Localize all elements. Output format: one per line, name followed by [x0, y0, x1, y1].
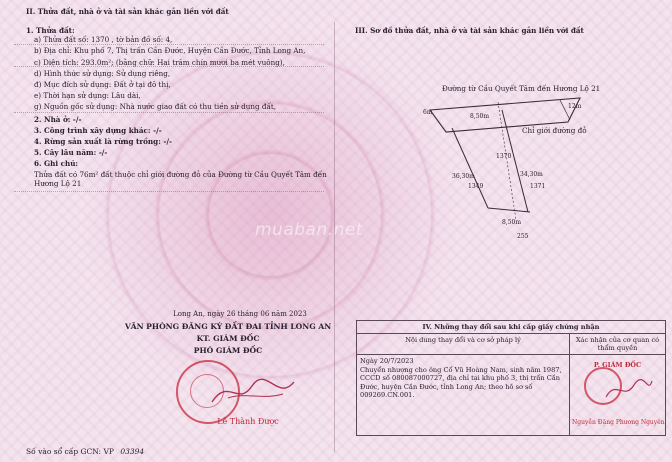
register-number [26, 447, 144, 456]
construction-line: 3. Công trình xây dựng khác: -/- [34, 126, 162, 135]
parcel-number: 255 [517, 233, 529, 240]
changes-title: IV. Những thay đổi sau khi cấp giấy chứng nhận [357, 321, 665, 334]
change-content: Ngày 20/7/2023 Chuyển nhượng cho ông Cổ Vũ Hoàng Nam, sinh năm 1987, CCCD số 080087000727, địa chỉ tại khu phố 3, thị trấn Cần Đước, huyện Cần Đước, tỉnh Long An; theo hồ sơ số 009269.CN.001. [357, 355, 570, 435]
note-text: Thửa đất có 76m² đất thuộc chỉ giới đường đỏ của Đường từ Cầu Quyết Tâm đến Hương Lộ 21 [34, 170, 327, 188]
deputy-director: PHÓ GIÁM ĐỐC [193, 346, 263, 355]
kt-director: KT. GIÁM ĐỐC [196, 334, 260, 343]
dotted-rule [14, 112, 324, 113]
confirm-role: P. GIÁM ĐỐC [593, 361, 642, 369]
perennial-line: 5. Cây lâu năm: -/- [34, 148, 108, 157]
parcel-number: 1349 [468, 183, 484, 190]
road-label: Đường từ Cầu Quyết Tâm đến Hương Lộ 21 [442, 84, 601, 93]
watermark: muaban.net [255, 220, 364, 240]
parcel-number: 1371 [530, 183, 546, 190]
parcel-heading: 1. Thửa đất: [26, 26, 75, 35]
register-label: Số vào sổ cấp GCN: VP [26, 447, 114, 456]
changes-table [356, 320, 666, 436]
note-heading: 6. Ghi chú: [34, 159, 79, 168]
signer-name: Lê Thành Được [217, 417, 279, 426]
issue-date: Long An, ngày 26 tháng 06 năm 2023 [173, 310, 307, 318]
parcel-item: e) Thời hạn sử dụng: Lâu dài, [34, 91, 141, 100]
parcel-item: b) Địa chỉ: Khu phố 7, Thị trấn Cần Đước, Huyện Cần Đước, Tỉnh Long An, [34, 46, 306, 55]
change-confirmation [570, 355, 665, 435]
house-line: 2. Nhà ở: -/- [34, 115, 82, 124]
parcel-item: a) Thửa đất số: 1370 , tờ bản đồ số: 4, [34, 35, 173, 44]
parcel-item: g) Nguồn gốc sử dụng: Nhà nước giao đất có thu tiền sử dụng đất, [34, 102, 277, 111]
dotted-rule [14, 66, 324, 67]
dimension-label: 8,50m [470, 113, 490, 120]
col-content-header: Nội dung thay đổi và cơ sở pháp lý [357, 334, 570, 354]
dotted-rule [14, 44, 324, 45]
dimension-label: 6m [423, 109, 433, 116]
dimension-label: 8,50m [502, 219, 522, 226]
dimension-label: 36,30m [452, 173, 475, 180]
parcel-item: c) Diện tích: 293.0m²; (bằng chữ: Hai trăm chín mươi ba mét vuông), [34, 58, 285, 67]
dotted-rule [14, 191, 324, 192]
parcel-item: d) Hình thức sử dụng: Sử dụng riêng, [34, 69, 171, 78]
signature [208, 372, 298, 412]
dimension-label: 12m [568, 103, 582, 110]
red-line-label: Chỉ giới đường đỏ [522, 126, 587, 135]
issuing-office: VĂN PHÒNG ĐĂNG KÝ ĐẤT ĐAI TỈNH LONG AN [124, 322, 332, 331]
dimension-label: 34,30m [520, 171, 543, 178]
section3-title: III. Sơ đồ thửa đất, nhà ở và tài sản khác gắn liền với đất [355, 26, 584, 35]
confirm-signature [604, 375, 654, 403]
parcel-item: đ) Mục đích sử dụng: Đất ở tại đô thị, [34, 80, 171, 89]
section2-title: II. Thửa đất, nhà ở và tài sản khác gắn liền với đất [26, 7, 229, 16]
forest-line: 4. Rừng sản xuất là rừng trồng: -/- [34, 137, 172, 146]
parcel-number: 1370 [496, 153, 512, 160]
changes-header-row [357, 334, 665, 355]
confirm-signer: Nguyễn Đặng Phương Nguyên [572, 419, 665, 426]
register-value: 03394 [120, 447, 145, 456]
page-divider [334, 22, 335, 452]
changes-entry-row [357, 355, 665, 435]
col-confirm-header: Xác nhận của cơ quan có thẩm quyền [575, 336, 660, 352]
